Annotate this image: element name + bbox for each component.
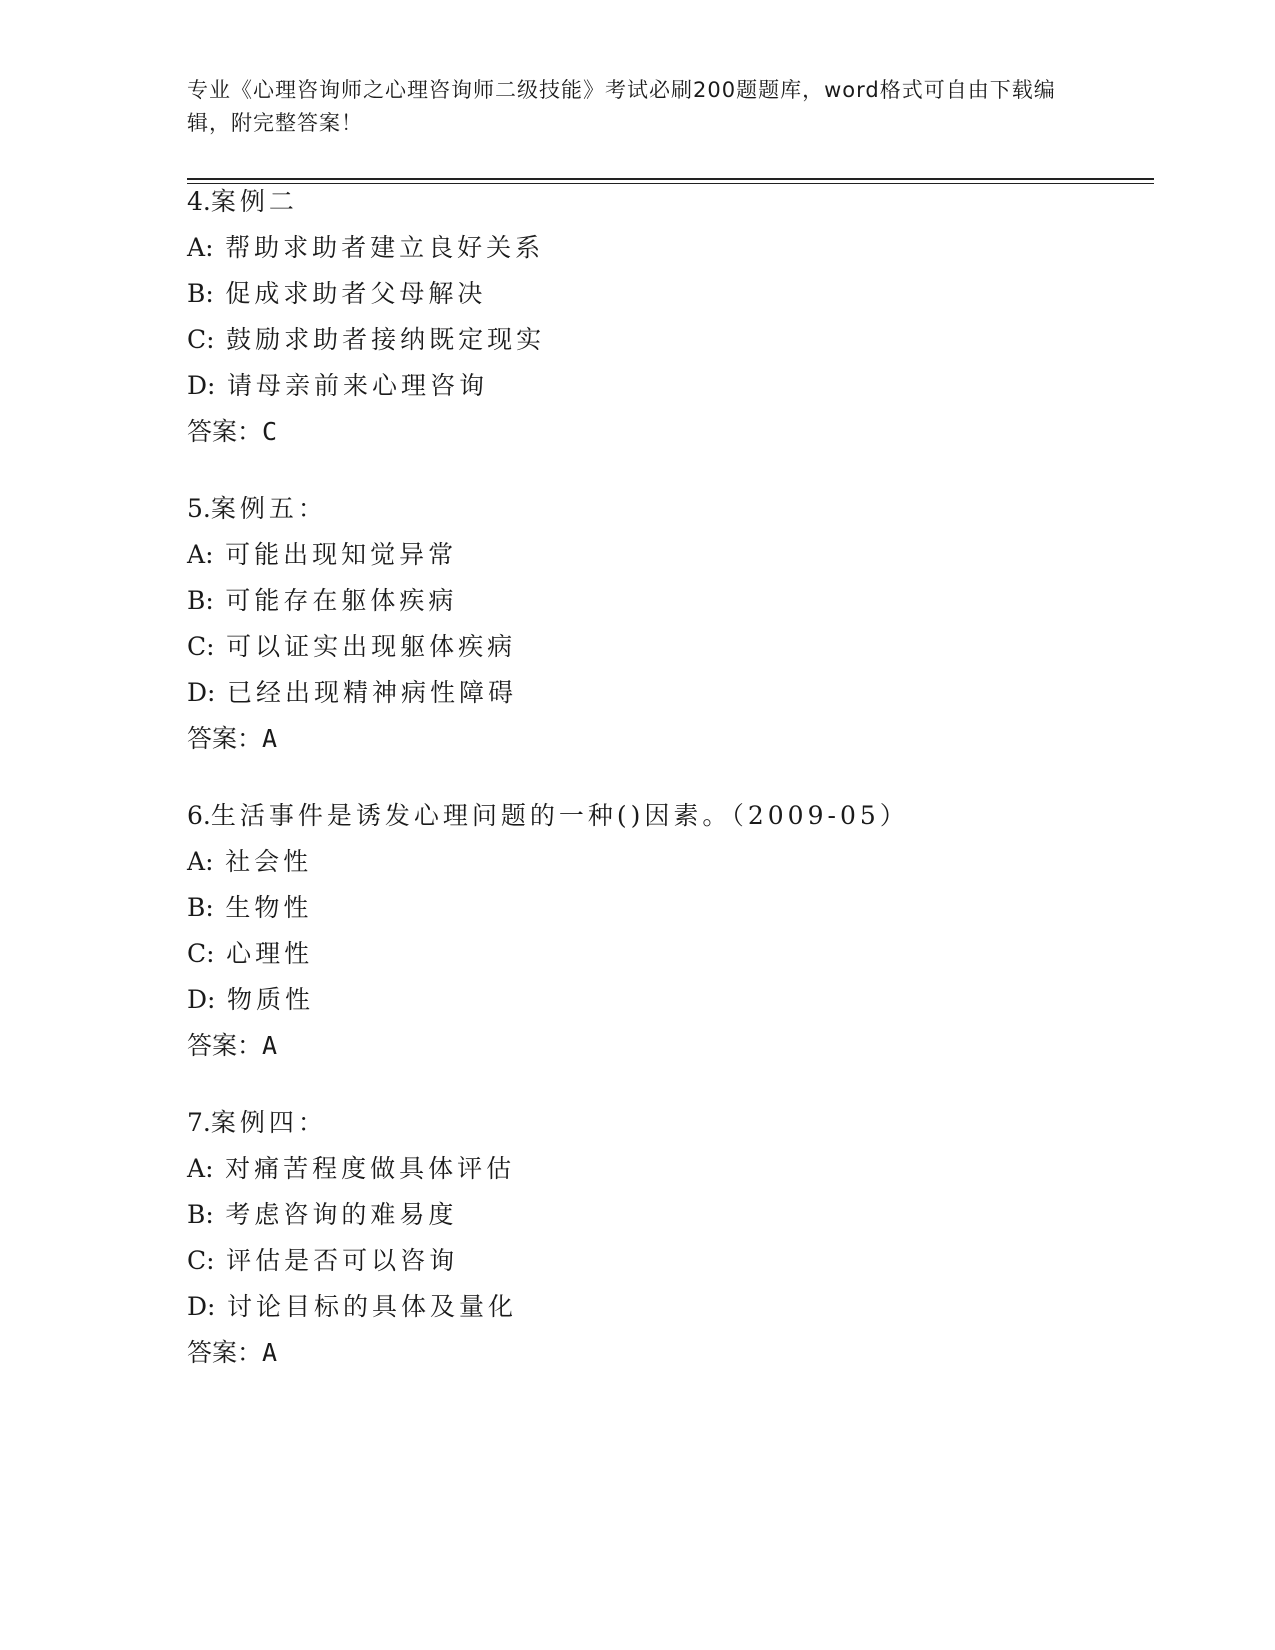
option-b: B: 生物性 (187, 893, 313, 922)
question-number: 5. (187, 494, 211, 523)
question-number: 6. (187, 801, 211, 830)
option-b: B: 促成求助者父母解决 (187, 279, 487, 308)
question-stem: 生活事件是诱发心理问题的一种()因素。（2009-05） (210, 801, 909, 830)
question-6 (187, 793, 1147, 1069)
answer-label: 答案： (187, 724, 263, 753)
option-a: A: 对痛苦程度做具体评估 (187, 1154, 516, 1183)
option-d: D: 请母亲前来心理咨询 (187, 371, 489, 400)
question-stem: 案例五： (210, 494, 327, 523)
question-number: 7. (187, 1108, 211, 1137)
question-4 (187, 179, 1147, 455)
option-b: B: 可能存在躯体疾病 (187, 586, 458, 615)
option-d: D: 讨论目标的具体及量化 (187, 1292, 518, 1321)
answer-label: 答案： (187, 1031, 263, 1060)
answer-line (187, 1023, 1147, 1069)
question-stem: 案例二 (210, 187, 298, 216)
question-title (187, 793, 1147, 839)
question-title (187, 1100, 1147, 1146)
option-d: D: 物质性 (187, 985, 315, 1014)
answer-value: A (262, 1338, 278, 1367)
answer-line (187, 716, 1147, 762)
answer-value: A (262, 724, 278, 753)
option-c: C: 可以证实出现躯体疾病 (187, 632, 517, 661)
answer-value: A (262, 1031, 278, 1060)
answer-line (187, 1330, 1147, 1376)
option-a: A: 社会性 (187, 847, 313, 876)
option-b: B: 考虑咨询的难易度 (187, 1200, 458, 1229)
option-c: C: 鼓励求助者接纳既定现实 (187, 325, 546, 354)
question-7 (187, 1100, 1147, 1376)
option-a: A: 帮助求助者建立良好关系 (187, 233, 545, 262)
option-c: C: 评估是否可以咨询 (187, 1246, 459, 1275)
question-title (187, 486, 1147, 532)
option-c: C: 心理性 (187, 939, 314, 968)
answer-line (187, 409, 1147, 455)
answer-value: C (262, 417, 278, 446)
document-header: 专业《心理咨询师之心理咨询师二级技能》考试必刷200题题库，word格式可自由下载编辑，附完整答案！ (187, 78, 1056, 135)
answer-label: 答案： (187, 417, 263, 446)
option-a: A: 可能出现知觉异常 (187, 540, 458, 569)
question-title (187, 179, 1147, 225)
option-d: D: 已经出现精神病性障碍 (187, 678, 518, 707)
question-number: 4. (187, 187, 211, 216)
question-stem: 案例四： (210, 1108, 327, 1137)
question-5 (187, 486, 1147, 762)
answer-label: 答案： (187, 1338, 263, 1367)
